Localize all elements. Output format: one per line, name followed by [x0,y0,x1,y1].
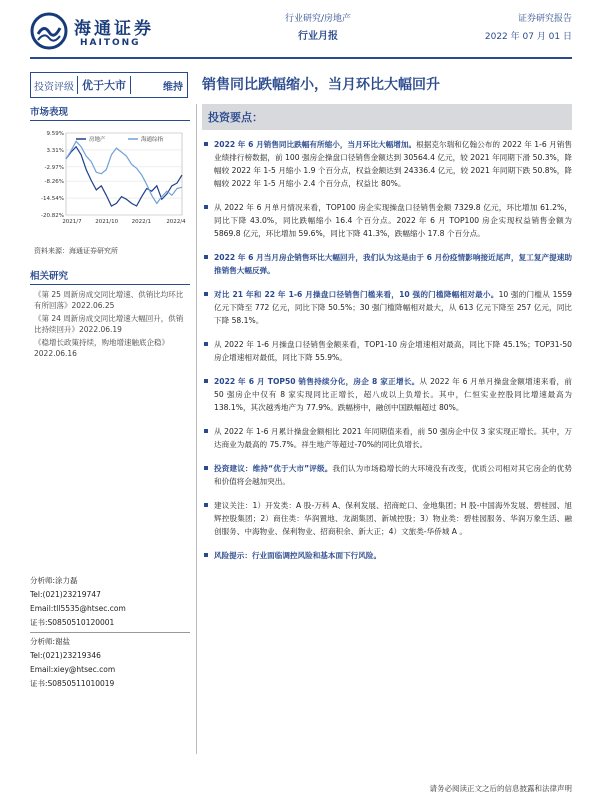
market-chart [30,127,190,232]
market-chart-svg [30,127,190,232]
investment-points [202,104,572,573]
chart-legend-label: 房地产 [89,137,106,143]
chart-source-note: 资料来源：海通证券研究所 [34,247,118,255]
rating-box [30,72,188,98]
analyst-contacts [30,574,190,691]
bullet-text: 10 强的门槛从 1559 亿元下降至 772 亿元，同比下降 50.5%；30 强门槛降幅相对最大，从 613 亿元下降至 257 亿元，同比下降 58.1%。 [214,290,572,325]
bullet-point [214,462,572,488]
report-category: 行业研究/房地产 [284,14,352,24]
bullet-lead: 投资建议：维持“优于大市”评级。 [214,464,333,473]
analyst-tel: Tel:(021)23219346 [30,651,101,660]
investment-points-header: 投资要点： [202,104,572,130]
header-divider [30,57,572,59]
report-date: 2022 年 07 月 01 日 [484,32,572,42]
bullet-point [214,288,572,327]
chart-plot-frame [66,133,182,215]
bullet-list [202,138,572,562]
chart-x-tick-label: 2021/7 [62,219,82,225]
analyst-cert: 证书:S0850511010019 [30,679,115,688]
chart-y-tick-label: -8.26% [44,179,64,186]
report-header [0,0,600,60]
bullet-point [214,338,572,364]
bullet-point [214,138,572,190]
bullet-lead: 2022 年 6 月当月房企销售环比大幅回升，我们认为这是由于 6 月份疫情影响接近尾声，复工复产提速助推销售大幅反弹。 [214,253,572,275]
column-divider [196,104,197,754]
bullet-point [214,201,572,240]
related-research-item[interactable]: 《稳增长政策持续，购地增速触底企稳》2022.06.16 [34,338,169,358]
analyst-name: 分析师:谢盐 [30,637,71,646]
bullet-point [214,425,572,451]
chart-y-tick-label: -2.97% [44,164,64,171]
bullet-text: 我们认为市场稳增长的大环境没有改变，优质公司相对其它房企的优势和价值将会越加突出。 [214,464,572,486]
market-performance-title: 市场表现 [30,104,190,121]
report-title: 销售同比跌幅缩小，当月环比大幅回升 [202,77,440,93]
disclaimer-footer: 请务必阅读正文之后的信息披露和法律声明 [429,784,572,793]
bullet-text: 根据克尔瑞和亿翰公布的 2022 年 1-6 月销售业绩排行榜数据，前 100 强房企操盘口径销售金额达到 30564.4 亿元，较 2021 年同期下滑 50.3%，降幅较 2022 年 1-5 月缩小 1.9 个百分点，权益金额达到 24336.4 亿元，较 2021 年同期下跌 50.8%，降幅较 2022 年 1-5 月缩小 2.4 个百分点，权益比 80%。 [214,140,572,188]
bullet-lead: 风险提示：行业面临调控风险和基本面下行风险。 [214,551,382,560]
bullet-text: 从 2022 年 1-6 月操盘口径销售金额来看，TOP1-10 房企增速相对最高，同比下降 45.1%；TOP31-50 房企增速相对最低，同比下降 55.9%。 [214,340,572,362]
chart-y-tick-label: 9.59% [46,131,64,137]
related-research-item[interactable]: 《第 25 周新房成交同比增速、供销比均环比有所回落》2022.06.25 [34,290,184,310]
bullet-text: 建议关注：1）开发类：A 股-万科 A、保利发展、招商蛇口、金地集团；H 股-中国海外发展、碧桂园、旭辉控股集团；2）商住类：华润置地、龙湖集团、新城控股；3）物业类：碧桂园服务、华润万象生活、融创服务、中海物业、保利物业、招商积余、新大正；4）文旅类-华侨城 A 。 [214,501,572,536]
haitong-logo [30,10,230,56]
bullet-lead: 2022 年 6 月 TOP50 销售持续分化，房企 8 家正增长。 [214,377,420,386]
logo-chinese-name: 海通证券 [74,19,154,39]
chart-x-tick-label: 2022/4 [166,219,186,225]
analyst-email[interactable]: Email:xiey@htsec.com [30,665,116,674]
bullet-lead: 2022 年 6 月销售同比跌幅有所缩小，当月环比大幅增加。 [214,140,417,149]
chart-x-tick-label: 2022/1 [131,219,152,225]
related-research-title: 相关研究 [30,268,190,285]
left-sidebar [30,104,190,794]
bullet-lead: 对比 21 年和 22 年 1-6 月操盘口径销售门槛来看，10 强的门槛降幅相对最小。 [214,290,499,299]
bullet-text: 从 2022 年 6 月单月情况来看，TOP100 房企实现操盘口径销售金额 7329.8 亿元，环比增加 61.2%，同比下降 43.0%，同比跌幅缩小 16.4 个百分点。2022 年 6 月 TOP100 房企实现权益销售金额为 5869.8 亿元，环比增加 59.6%，同比下降 41.3%，跌幅缩小 17.8 个百分点。 [214,203,572,238]
bullet-point [214,251,572,277]
chart-y-tick-label: -14.54% [41,196,64,203]
bullet-point [214,499,572,538]
logo-english-name: HAITONG [80,38,141,48]
chart-legend-label: 海通综指 [141,137,164,143]
chart-y-tick-label: 3.31% [46,147,64,154]
haitong-logo-icon [30,12,68,50]
chart-series-line [66,141,182,203]
analyst-name: 分析师:涂力磊 [30,576,78,585]
related-research-item[interactable]: 《第 24 周新房成交同比增速大幅回升，供销比持续回升》2022.06.19 [34,314,184,334]
bullet-point [214,549,572,562]
analyst-tel: Tel:(021)23219747 [30,590,101,599]
bullet-text: 从 2022 年 6 月单月操盘金额增速来看，前 50 强房企中仅有 8 家实现同比正增长，超八成以上负增长。其中，仁恒实业控股同比增速最高为 138.1%，其次越秀地产为 77.9%。跌幅榜中，融创中国跌幅超过 80%。 [214,377,573,412]
bullet-text: 从 2022 年 1-6 月累计操盘金额相比 2021 年同期值来看，前 50 强房企中仅 3 家实现正增长。其中，万达商业为最高的 75.7%。祥生地产等超过-70%的同比负增长。 [214,427,572,449]
rating-label: 投资评级 [34,81,74,93]
analyst-divider [30,632,190,633]
chart-y-tick-label: -20.82% [41,213,64,219]
analyst-cert: 证书:S0850510120001 [30,618,115,627]
rating-action: 维持 [163,81,183,93]
chart-x-tick-label: 2021/10 [95,219,119,225]
analyst-email[interactable]: Email:tll5535@htsec.com [30,604,126,613]
rating-value: 优于大市 [82,79,126,92]
chart-series-line [66,147,182,206]
related-research-list [30,289,190,359]
report-label: 证券研究报告 [517,14,572,24]
report-type: 行业月报 [298,31,338,42]
bullet-point [214,375,572,414]
rating-separator [130,76,131,94]
